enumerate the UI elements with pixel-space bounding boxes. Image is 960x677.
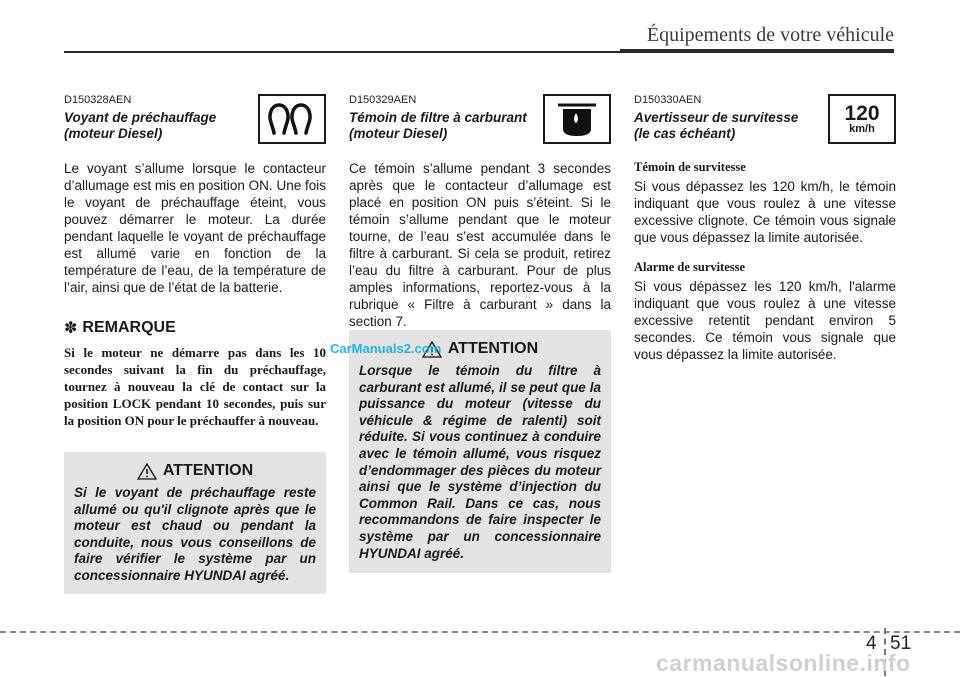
speed-warning-value: 120 xyxy=(844,102,880,125)
footer-rule xyxy=(0,631,960,633)
speed-warning-icon xyxy=(828,94,896,144)
speed-alarm-body: Si vous dépassez les 120 km/h, l'alarme indiquant que vous roulez à une vitesse excessive retentit pendant environ 5 secondes. Ce témoin vous signale que vous dépassez la limite autorisée. xyxy=(634,279,896,362)
section-heading: Témoin de filtre à carburant (moteur Diesel) xyxy=(349,110,527,141)
fuel-filter-icon xyxy=(543,94,611,144)
section-body: Le voyant s’allume lorsque le contacteur d’allumage est mis en position ON. Une fois le voyant de préchauffage éteint, vous pouvez démarrer le moteur. La durée pendant laquelle le voyant de préchauffage est allumé varie en fonction de la température de l’eau, de la température de l’air, ainsi que de l’état de la batterie. xyxy=(64,161,326,295)
header-rule-accent xyxy=(620,49,894,53)
page-number: 51 xyxy=(890,633,912,654)
section-code: D150329AEN xyxy=(349,94,417,106)
attention-box-fuel-filter xyxy=(349,330,611,573)
attention-box-glow xyxy=(64,452,326,594)
section-body: Ce témoin s’allume pendant 3 secondes après que le contacteur d’allumage est placé en position ON puis s’éteint. Si le témoin s’allume pendant que le moteur tourne, de l’eau s’est accumulée dans le filtre à carburant. Si cela se produit, retirez l’eau du filtre à carburant. Pour de plus amples informations, reportez-vous à la rubrique « Filtre à carburant » dans la section 7. xyxy=(349,161,611,329)
column-glow-indicator xyxy=(64,94,326,429)
section-heading: Voyant de préchauffage (moteur Diesel) xyxy=(64,110,217,141)
remark-text: Si le moteur ne démarre pas dans les 10 secondes suivant la fin du préchauffage, tournez à nouveau la clé de contact sur la position LOCK pendant 10 secondes, puis sur la position ON pour le préchauffer à nouveau. xyxy=(64,345,326,428)
section-number: 4 xyxy=(866,633,877,654)
section-code: D150328AEN xyxy=(64,94,132,106)
column-fuel-filter xyxy=(349,94,611,330)
attention-title: ATTENTION xyxy=(162,462,254,479)
section-code: D150330AEN xyxy=(634,94,702,106)
attention-text: Lorsque le témoin du filtre à carburant est allumé, il se peut que la puissance du moteur (vitesse du véhicule & régime de ralenti) soit réduite. Si vous continuez à conduire avec le témoin allumé, vous risquez d’endommager des pièces du moteur ainsi que le système d’injection du Common Rail. Dans ce cas, nous recommandons de faire inspecter le système par un concessionnaire HYUNDAI agréé. xyxy=(359,363,601,561)
column-speed-warning xyxy=(634,94,896,363)
watermark-bottom: carmanualsonline.info xyxy=(656,650,911,676)
attention-title: ATTENTION xyxy=(447,340,539,357)
remark-label: REMARQUE xyxy=(82,319,176,336)
remark-symbol-icon: ✽ xyxy=(64,320,78,337)
subheading-speed-indicator: Témoin de survitesse xyxy=(634,160,746,174)
remark-title xyxy=(64,318,326,338)
attention-header xyxy=(74,462,316,480)
speed-warning-unit: km/h xyxy=(849,123,875,135)
glow-plug-icon xyxy=(258,94,326,144)
warning-triangle-icon xyxy=(137,463,157,480)
watermark-top: CarManuals2.com xyxy=(330,341,442,356)
speed-indicator-body: Si vous dépassez les 120 km/h, le témoin indiquant que vous roulez à une vitesse excessive clignote. Ce témoin vous signale que vous dépassez la limite autorisée. xyxy=(634,179,896,245)
subheading-speed-alarm: Alarme de survitesse xyxy=(634,260,746,274)
section-heading: Avertisseur de survitesse (le cas échéant) xyxy=(634,110,799,141)
page-header-title: Équipements de votre véhicule xyxy=(646,24,894,46)
attention-text: Si le voyant de préchauffage reste allumé ou qu'il clignote après que le moteur est chaud ou pendant la conduite, nous vous conseillons de faire vérifier le système par un concessionnaire HYUNDAI agréé. xyxy=(74,485,316,583)
